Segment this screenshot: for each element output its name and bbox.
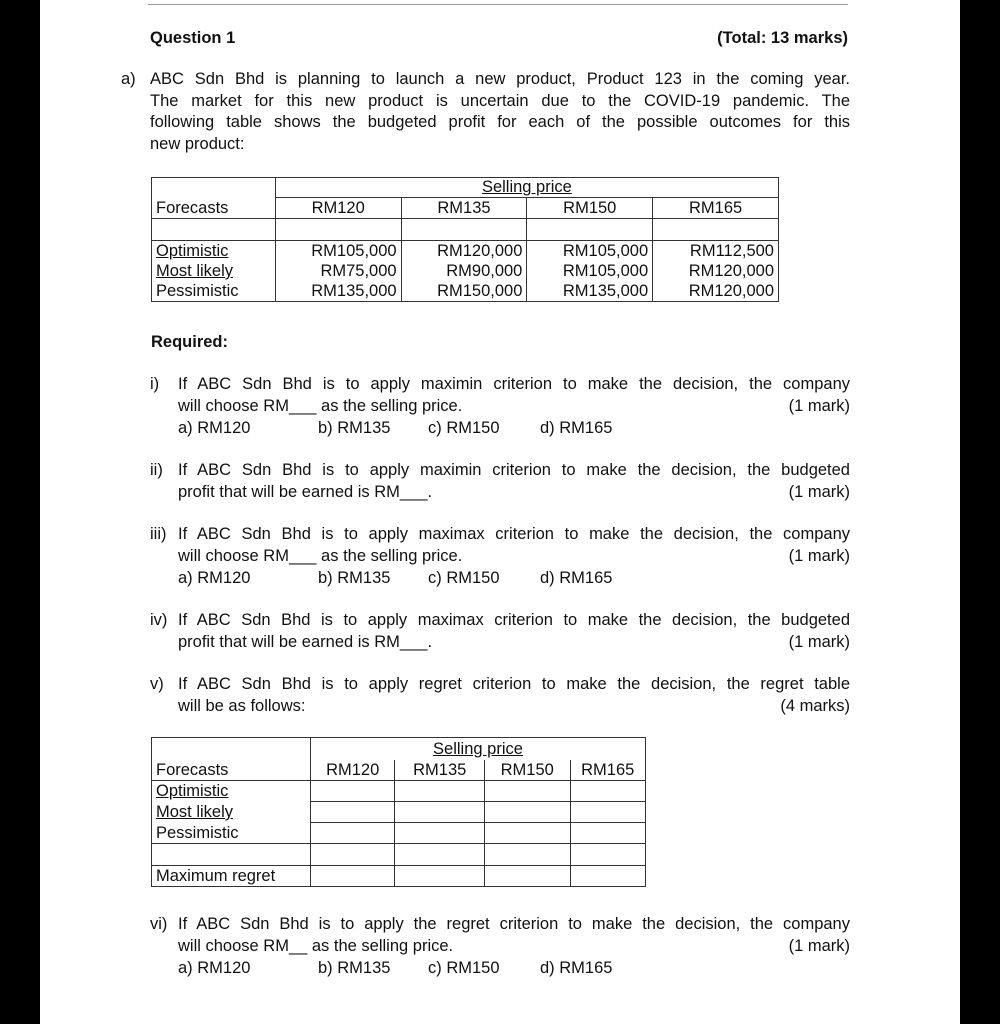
option-d[interactable]: d) RM165 <box>540 419 613 437</box>
question-line: If ABC Sdn Bhd is to apply regret criterion to make the decision, the regret table <box>178 675 850 693</box>
table-cell: RM105,000 <box>275 241 401 262</box>
forecasts-header: Forecasts <box>152 760 311 781</box>
row-label: Most likely <box>152 802 311 823</box>
question-line: If ABC Sdn Bhd is to apply maximin criterion to make the decision, the company <box>178 375 850 393</box>
table-cell: RM135,000 <box>527 281 653 302</box>
left-black-border <box>0 0 40 1024</box>
option-c[interactable]: c) RM150 <box>428 959 500 977</box>
option-a[interactable]: a) RM120 <box>178 959 251 977</box>
question-marks: (1 mark) <box>788 633 850 651</box>
part-a-label: a) <box>121 70 136 88</box>
price-header: RM150 <box>484 760 570 781</box>
answer-cell[interactable] <box>310 866 395 887</box>
row-label: Pessimistic <box>152 823 311 844</box>
question-line: will be as follows: <box>178 697 306 715</box>
answer-cell[interactable] <box>310 802 395 823</box>
price-header: RM165 <box>570 760 646 781</box>
option-a[interactable]: a) RM120 <box>178 569 251 587</box>
answer-cell[interactable] <box>570 823 646 844</box>
question-title: Question 1 <box>150 29 236 47</box>
question-line: will choose RM___ as the selling price. <box>178 547 463 565</box>
forecasts-header: Forecasts <box>152 178 276 219</box>
answer-cell[interactable] <box>570 802 646 823</box>
row-label: Pessimistic <box>152 281 276 302</box>
table-row <box>152 281 779 302</box>
question-line: If ABC Sdn Bhd is to apply maximin criterion to make the decision, the budgeted <box>178 461 850 479</box>
answer-cell[interactable] <box>310 823 395 844</box>
intro-line: following table shows the budgeted profit for each of the possible outcomes for this <box>150 113 850 132</box>
row-label: Most likely <box>152 261 276 281</box>
answer-cell[interactable] <box>395 802 485 823</box>
selling-price-header: Selling price <box>310 738 645 761</box>
price-header: RM135 <box>401 198 527 219</box>
option-b[interactable]: b) RM135 <box>318 959 391 977</box>
question-number: vi) <box>150 915 168 933</box>
intro-line: new product: <box>150 135 245 154</box>
question-marks: (1 mark) <box>788 547 850 565</box>
answer-cell[interactable] <box>395 781 485 802</box>
answer-cell[interactable] <box>395 823 485 844</box>
answer-cell[interactable] <box>484 802 570 823</box>
row-label: Optimistic <box>152 781 311 802</box>
table-row <box>152 781 646 802</box>
table-row <box>152 241 779 262</box>
question-line: will choose RM__ as the selling price. <box>178 937 454 955</box>
price-header: RM120 <box>310 760 395 781</box>
profit-table <box>151 177 779 302</box>
question-marks: (4 marks) <box>780 697 850 715</box>
table-cell: RM135,000 <box>275 281 401 302</box>
option-d[interactable]: d) RM165 <box>540 959 613 977</box>
intro-line: ABC Sdn Bhd is planning to launch a new product, Product 123 in the coming year. <box>150 70 850 88</box>
answer-cell[interactable] <box>310 781 395 802</box>
option-c[interactable]: c) RM150 <box>428 569 500 587</box>
table-cell: RM105,000 <box>527 261 653 281</box>
question-number: iv) <box>150 611 168 629</box>
table-cell: RM150,000 <box>401 281 527 302</box>
answer-cell[interactable] <box>570 781 646 802</box>
required-heading: Required: <box>151 333 229 351</box>
answer-cell[interactable] <box>484 866 570 887</box>
question-marks: (1 mark) <box>788 937 850 955</box>
question-number: iii) <box>150 525 167 543</box>
question-marks: (1 mark) <box>788 397 850 415</box>
table-cell: RM120,000 <box>401 241 527 262</box>
max-regret-label: Maximum regret <box>152 866 311 887</box>
question-line: profit that will be earned is RM___. <box>178 483 433 501</box>
intro-paragraph <box>150 69 850 156</box>
table-cell: RM120,000 <box>653 281 779 302</box>
table-row <box>152 802 646 823</box>
intro-line: The market for this new product is uncertain due to the COVID-19 pandemic. The <box>150 91 850 110</box>
table-cell: RM75,000 <box>275 261 401 281</box>
table-cell: RM90,000 <box>401 261 527 281</box>
table-cell: RM105,000 <box>527 241 653 262</box>
option-c[interactable]: c) RM150 <box>428 419 500 437</box>
price-header: RM165 <box>653 198 779 219</box>
price-header: RM120 <box>275 198 401 219</box>
question-number: i) <box>150 375 160 393</box>
option-b[interactable]: b) RM135 <box>318 569 391 587</box>
table-cell: RM112,500 <box>653 241 779 262</box>
option-d[interactable]: d) RM165 <box>540 569 613 587</box>
selling-price-header: Selling price <box>275 178 778 198</box>
row-label: Optimistic <box>152 241 276 262</box>
answer-cell[interactable] <box>484 823 570 844</box>
answer-cell[interactable] <box>395 866 485 887</box>
answer-cell[interactable] <box>570 866 646 887</box>
table-row <box>152 261 779 281</box>
option-a[interactable]: a) RM120 <box>178 419 251 437</box>
price-header: RM135 <box>395 760 485 781</box>
question-number: ii) <box>150 461 163 479</box>
question-number: v) <box>150 675 164 693</box>
table-row <box>152 866 646 887</box>
table-row <box>152 823 646 844</box>
price-header: RM150 <box>527 198 653 219</box>
question-line: If ABC Sdn Bhd is to apply maximax criterion to make the decision, the company <box>178 525 850 543</box>
question-line: If ABC Sdn Bhd is to apply the regret criterion to make the decision, the company <box>178 915 850 933</box>
total-marks: (Total: 13 marks) <box>717 29 848 47</box>
table-cell: RM120,000 <box>653 261 779 281</box>
answer-cell[interactable] <box>484 781 570 802</box>
question-line: If ABC Sdn Bhd is to apply maximax criterion to make the decision, the budgeted <box>178 611 850 629</box>
question-line: will choose RM___ as the selling price. <box>178 397 463 415</box>
question-line: profit that will be earned is RM___. <box>178 633 433 651</box>
top-divider <box>148 4 848 5</box>
right-black-border <box>960 0 1000 1024</box>
question-marks: (1 mark) <box>788 483 850 501</box>
regret-table <box>151 737 646 887</box>
option-b[interactable]: b) RM135 <box>318 419 391 437</box>
